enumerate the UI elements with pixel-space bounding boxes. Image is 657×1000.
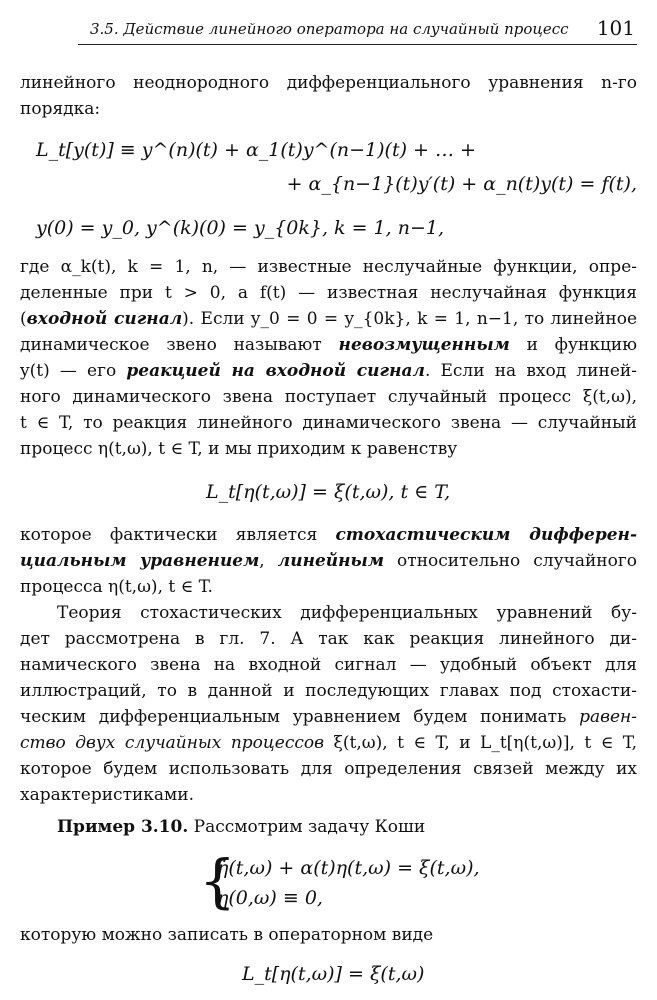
text-line: Теория стохастических дифференциальных уравнений бу- <box>57 603 637 623</box>
equation-line: η(0,ω) ≡ 0, <box>217 887 323 909</box>
text-line: которую можно записать в операторном виде <box>20 925 434 945</box>
text-run: и функцию <box>509 335 638 355</box>
text-line <box>20 308 637 330</box>
text-line: t ∈ T, то реакция линейного динамического звена — случайный <box>20 413 637 433</box>
page-number: 101 <box>596 16 635 40</box>
term-input-signal: входной сигнал <box>26 309 183 329</box>
text-line: деленные при t > 0, а f(t) — известная неслучайная функция <box>20 283 637 303</box>
term-reaction: реакцией на входной сигнал <box>126 361 425 381</box>
text-run: ). Если y_0 = 0 = y_{0k}, k = 1, n−1, то линейное <box>182 309 638 329</box>
text-run: Рассмотрим задачу Коши <box>188 817 426 837</box>
text-run: ( <box>20 309 27 329</box>
header-rule <box>78 44 637 45</box>
text-line <box>20 732 637 754</box>
text-line: линейного неоднородного дифференциального уравнения n-го <box>20 73 637 93</box>
text-line: намического звена на входной сигнал — удобный объект для <box>20 655 637 675</box>
example-title: Пример 3.10. <box>57 817 189 837</box>
system-brace: { <box>199 847 236 915</box>
running-header-title: 3.5. Действие линейного оператора на случайный процесс <box>90 20 569 38</box>
term-sde: стохастическим дифферен- <box>335 525 637 545</box>
text-line <box>20 524 637 546</box>
term-unperturbed: невозмущенным <box>338 335 510 355</box>
text-line <box>20 706 637 728</box>
equation-line: η̇(t,ω) + α(t)η(t,ω) = ξ(t,ω), <box>217 857 480 879</box>
term-equality: равен- <box>579 707 637 727</box>
equation-line: L_t[η(t,ω)] = ξ(t,ω), t ∈ T, <box>206 481 451 503</box>
text-line: которое будем использовать для определения связей между их <box>20 759 637 779</box>
equation-line: L_t[η(t,ω)] = ξ(t,ω) <box>242 963 425 985</box>
text-line: где α_k(t), k = 1, n, — известные неслучайные функции, опре- <box>20 257 637 277</box>
equation-line: y(0) = y_0, y^(k)(0) = y_{0k}, k = 1, n−1, <box>36 217 445 239</box>
text-line <box>20 550 637 572</box>
text-line: порядка: <box>20 99 101 119</box>
book-page <box>20 10 637 990</box>
running-header <box>20 10 637 44</box>
example-heading <box>20 816 637 838</box>
equation-line: + α_{n−1}(t)y′(t) + α_n(t)y(t) = f(t), <box>286 173 637 195</box>
text-line: дет рассмотрена в гл. 7. А так как реакция линейного ди- <box>20 629 637 649</box>
text-line: характеристиками. <box>20 785 195 805</box>
text-run: . Если на вход линей- <box>424 361 637 381</box>
text-run: , <box>259 551 278 571</box>
equation-line: L_t[y(t)] ≡ y^(n)(t) + α_1(t)y^(n−1)(t) + … + <box>36 139 476 161</box>
text-run: динамическое звено называют <box>20 335 339 355</box>
text-run: ческим дифференциальным уравнением будем понимать <box>20 707 580 727</box>
term-sde: циальным уравнением <box>20 551 260 571</box>
term-equality: ство двух случайных процессов <box>20 733 325 753</box>
text-line: процесса η(t,ω), t ∈ T. <box>20 577 213 597</box>
text-line: иллюстраций, то в данной и последующих главах под стохасти- <box>20 681 637 701</box>
term-linear: линейным <box>277 551 384 571</box>
text-line <box>20 360 637 382</box>
text-run: y(t) — его <box>20 361 127 381</box>
text-line: процесс η(t,ω), t ∈ T, и мы приходим к равенству <box>20 439 458 459</box>
text-line: ного динамического звена поступает случайный процесс ξ(t,ω), <box>20 387 637 407</box>
text-run: ξ(t,ω), t ∈ T, и L_t[η(t,ω)], t ∈ T, <box>324 733 638 753</box>
text-run: которое фактически является <box>20 525 336 545</box>
text-line <box>20 334 637 356</box>
text-run: относительно случайного <box>384 551 637 571</box>
